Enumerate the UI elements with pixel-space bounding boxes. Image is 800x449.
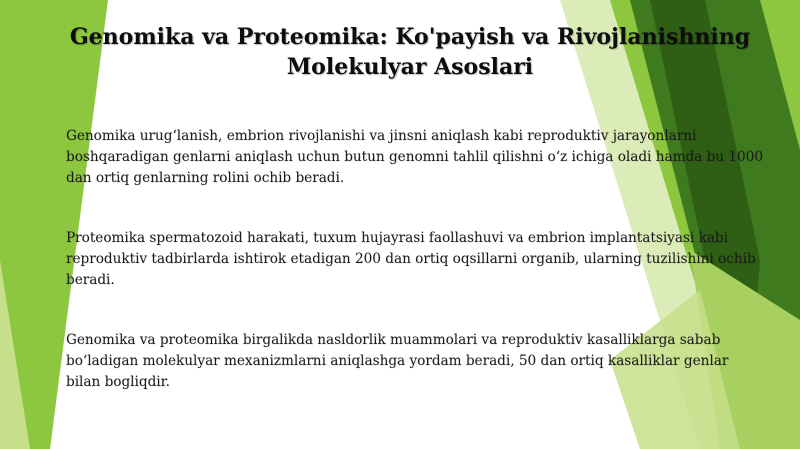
paragraph-genomics: Genomika urug‘lanish, embrion rivojlanishi va jinsni aniqlash kabi reproduktiv jarayonlarni boshqaradigan genlarni aniqlash uchun butun genomni tahlil qilishni o‘z ichiga oladi hamda bu 1000 dan ortiq genlarning rolini ochib beradi. — [66, 128, 763, 186]
paragraph-proteomics: Proteomika spermatozoid harakati, tuxum hujayrasi faollashuvi va embrion implantatsiyasi kabi reproduktiv tadbirlarda ishtirok etadigan 200 dan ortiq oqsillarni organib, ularning tuzilishini ochib beradi. — [66, 230, 756, 288]
paragraph-combined: Genomika va proteomika birgalikda nasldorlik muammolari va reproduktiv kasalliklarga sabab bo‘ladigan molekulyar mexanizmlarni aniqlashga yordam beradi, 50 dan ortiq kasalliklar genlar bilan bogliqdir. — [66, 332, 729, 390]
title-line-2: Molekulyar Asoslari — [286, 54, 534, 80]
title-line-1: Genomika va Proteomika: Ko'payish va Rivojlanishning — [69, 24, 751, 50]
slide-title — [40, 22, 780, 82]
